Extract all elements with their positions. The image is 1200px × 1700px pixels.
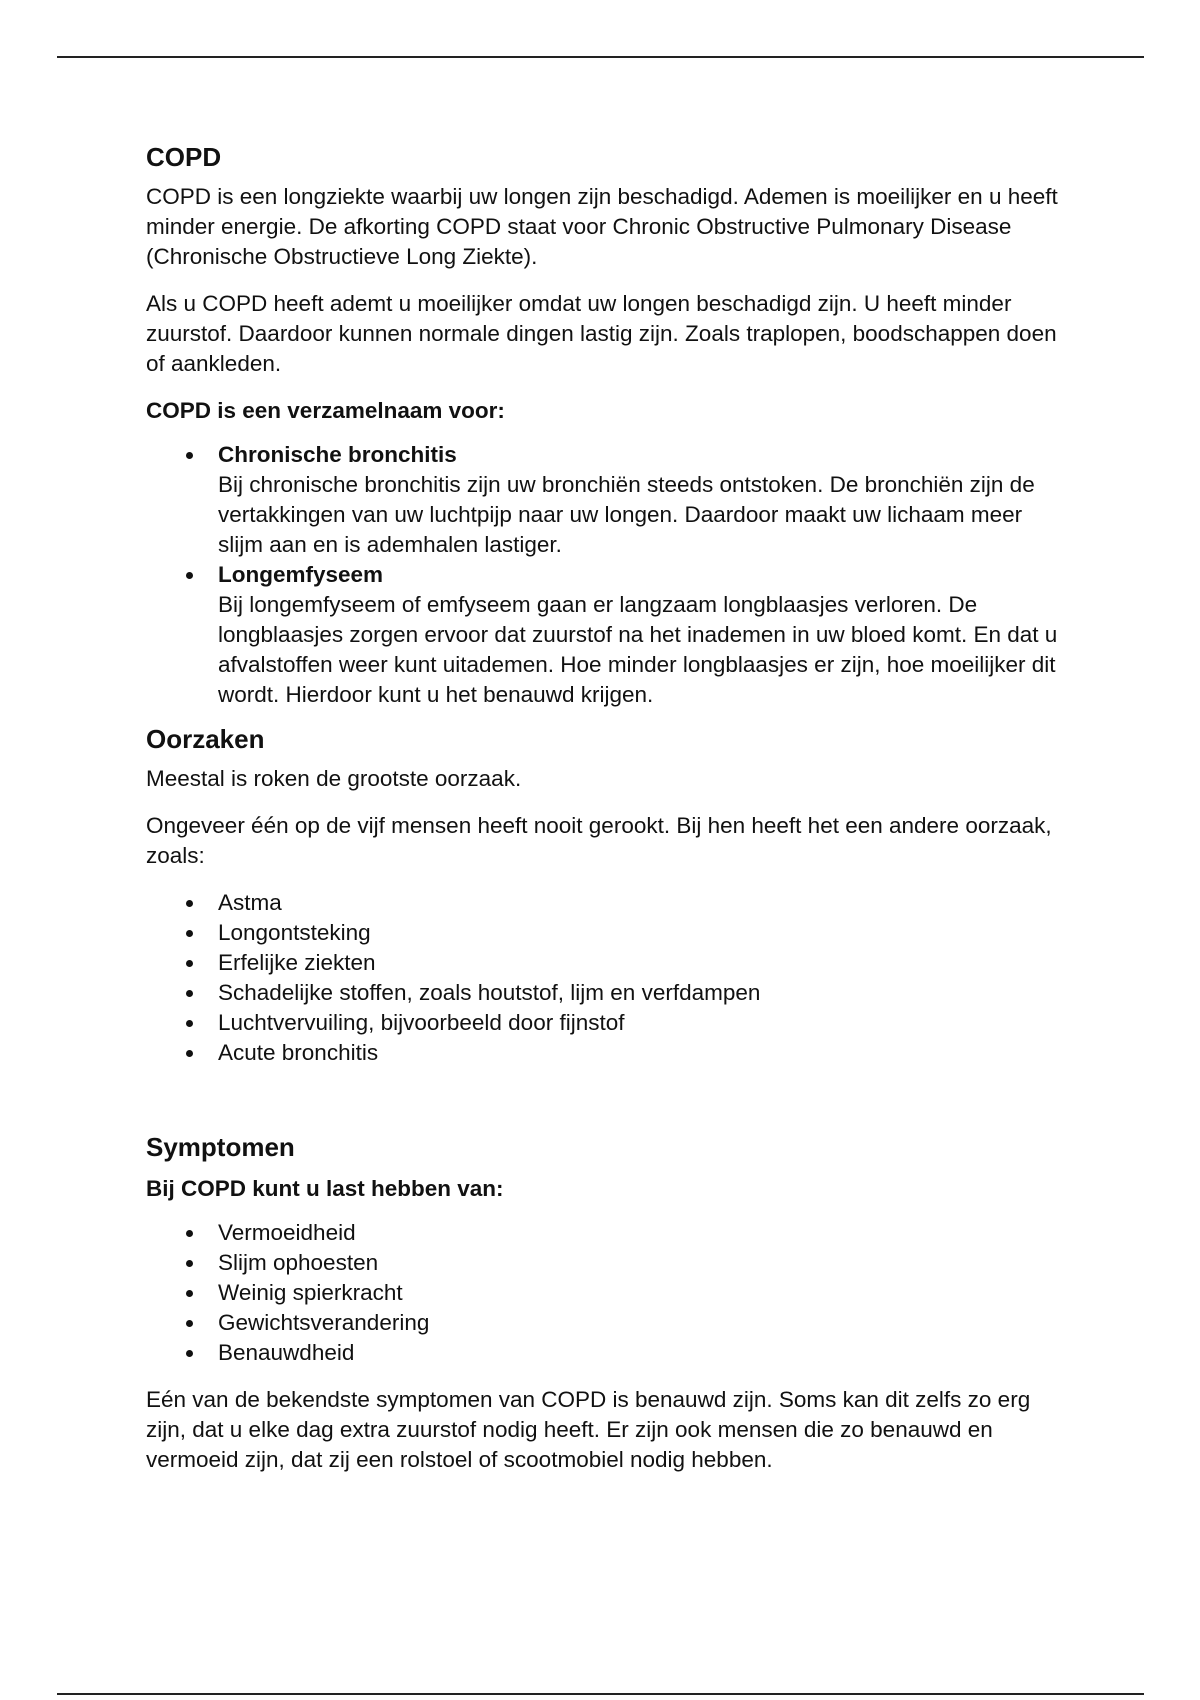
header-rule	[57, 56, 1144, 58]
copd-types-list	[146, 440, 1066, 710]
list-item-title: Longemfyseem	[218, 562, 384, 587]
list-item: Gewichtsverandering	[146, 1308, 1066, 1338]
copd-subheading: COPD is een verzamelnaam voor:	[146, 398, 505, 423]
list-item: Luchtvervuiling, bijvoorbeeld door fijnstof	[146, 1008, 1066, 1038]
section-title-oorzaken: Oorzaken	[146, 724, 265, 754]
list-item: Erfelijke ziekten	[146, 948, 1066, 978]
section-title-copd: COPD	[146, 142, 222, 172]
causes-list	[146, 888, 1066, 1068]
section-symptomen	[146, 1130, 1066, 1475]
list-item-title: Chronische bronchitis	[218, 442, 457, 467]
section-copd	[146, 140, 1066, 710]
list-item: Benauwdheid	[146, 1338, 1066, 1368]
section-title-symptomen: Symptomen	[146, 1132, 295, 1162]
copd-intro-paragraph: COPD is een longziekte waarbij uw longen zijn beschadigd. Ademen is moeilijker en u heeft minder energie. De afkorting COPD staat voor Chronic Obstructive Pulmonary Disease (Chronische Obstructieve Long Ziekte).	[146, 184, 1058, 269]
list-item-text: Bij chronische bronchitis zijn uw bronchiën steeds ontstoken. De bronchiën zijn de vertakkingen van uw luchtpijp naar uw longen. Daardoor maakt uw lichaam meer slijm aan en is ademhalen lastiger.	[218, 472, 1035, 557]
list-item-text: Bij longemfyseem of emfyseem gaan er langzaam longblaasjes verloren. De longblaasjes zorgen ervoor dat zuurstof na het inademen in uw bloed komt. En dat u afvalstoffen weer kunt uitademen. Hoe minder longblaasjes er zijn, hoe moeilijker dit wordt. Hierdoor kunt u het benauwd krijgen.	[218, 592, 1058, 707]
copd-paragraph-2: Als u COPD heeft ademt u moeilijker omdat uw longen beschadigd zijn. U heeft minder zuurstof. Daardoor kunnen normale dingen lastig zijn. Zoals traplopen, boodschappen doen of aankleden.	[146, 291, 1057, 376]
list-item: Schadelijke stoffen, zoals houtstof, lijm en verfdampen	[146, 978, 1066, 1008]
document-body	[146, 140, 1066, 1492]
list-item: Weinig spierkracht	[146, 1278, 1066, 1308]
list-item: Acute bronchitis	[146, 1038, 1066, 1068]
oorzaken-paragraph-2: Ongeveer één op de vijf mensen heeft nooit gerookt. Bij hen heeft het een andere oorzaak, zoals:	[146, 813, 1052, 868]
list-item	[146, 440, 1066, 560]
footer-rule	[57, 1693, 1144, 1695]
oorzaken-paragraph-1: Meestal is roken de grootste oorzaak.	[146, 766, 522, 791]
symptomen-closing-paragraph: Eén van de bekendste symptomen van COPD is benauwd zijn. Soms kan dit zelfs zo erg zijn, dat u elke dag extra zuurstof nodig heeft. Er zijn ook mensen die zo benauwd en vermoeid zijn, dat zij een rolstoel of scootmobiel nodig hebben.	[146, 1387, 1031, 1472]
list-item: Vermoeidheid	[146, 1218, 1066, 1248]
list-item: Slijm ophoesten	[146, 1248, 1066, 1278]
list-item: Longontsteking	[146, 918, 1066, 948]
section-oorzaken	[146, 722, 1066, 1068]
list-item: Astma	[146, 888, 1066, 918]
symptomen-subheading: Bij COPD kunt u last hebben van:	[146, 1176, 504, 1201]
list-item	[146, 560, 1066, 710]
symptoms-list	[146, 1218, 1066, 1368]
